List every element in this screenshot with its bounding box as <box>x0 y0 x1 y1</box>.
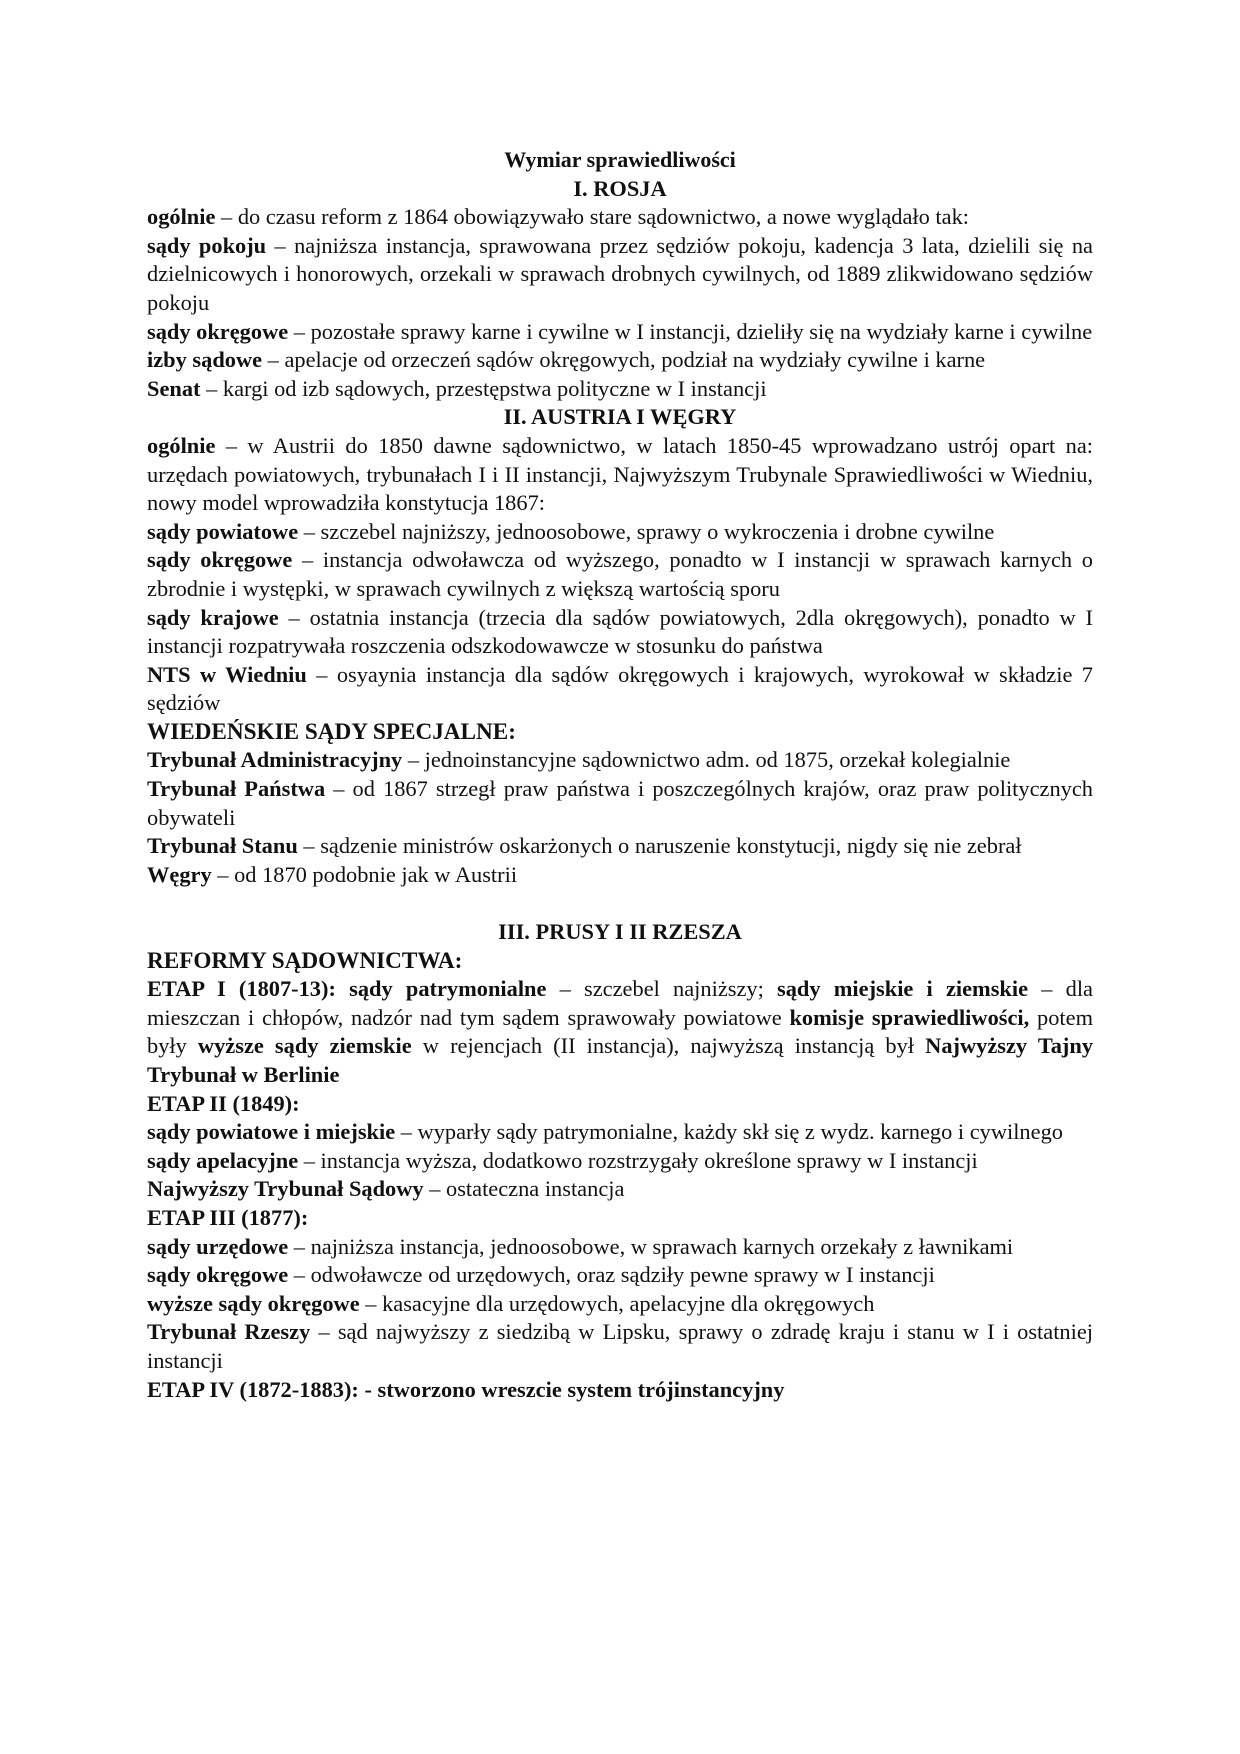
section-heading-austria: II. AUSTRIA I WĘGRY <box>503 404 737 430</box>
stage-description: - stworzono wreszcie system trójinstancyjny <box>358 1376 785 1402</box>
document-page <box>147 146 1093 1404</box>
stage-heading <box>147 1204 1093 1233</box>
definition: potem były <box>147 1004 1093 1059</box>
paragraph <box>147 832 1093 861</box>
term: Senat <box>147 375 201 401</box>
term: Trybunał Stanu <box>147 833 298 859</box>
stage-label: ETAP I (1807-13): <box>147 976 336 1002</box>
paragraph <box>147 975 1093 1089</box>
paragraph <box>147 346 1093 375</box>
term: sądy patrymonialne <box>349 976 547 1002</box>
stage-heading <box>147 1376 1093 1405</box>
definition: – osyaynia instancja dla sądów okręgowych i krajowych, wyrokował w składzie 7 sędziów <box>147 661 1093 716</box>
definition: – dla mieszczan i chłopów, nadzór nad tym sądem sprawowały powiatowe <box>147 976 1093 1030</box>
paragraph <box>147 1318 1093 1375</box>
paragraph <box>147 432 1093 518</box>
definition: – odwoławcze od urzędowych, oraz sądziły pewne sprawy w I instancji <box>288 1262 935 1288</box>
paragraph <box>147 661 1093 718</box>
term: ogólnie <box>147 204 216 230</box>
definition: – instancja wyższa, dodatkowo rozstrzygały określone sprawy w I instancji <box>298 1147 978 1173</box>
term: sądy apelacyjne <box>147 1147 299 1173</box>
paragraph <box>147 318 1093 347</box>
definition: – sądzenie ministrów oskarżonych o naruszenie konstytucji, nigdy się nie zebrał <box>297 833 1022 859</box>
stage-label: ETAP IV (1872-1883): <box>147 1376 359 1402</box>
section-heading-prusy: III. PRUSY I II RZESZA <box>498 919 742 945</box>
definition: – od 1867 strzegł praw państwa i poszczególnych krajów, oraz praw politycznych obywateli <box>147 776 1093 830</box>
term: sądy miejskie i ziemskie <box>777 976 1029 1002</box>
paragraph <box>147 1233 1093 1262</box>
paragraph <box>147 1261 1093 1290</box>
definition: – najniższa instancja, sprawowana przez sędziów pokoju, kadencja 3 lata, dzielili się na dzielnicowych i honorowych, orzekali w sprawach drobnych cywilnych, od 1889 zlikwidowano sędziów pokoju <box>147 232 1093 315</box>
term: sądy urzędowe <box>147 1233 289 1259</box>
term: NTS w Wiedniu <box>147 661 307 687</box>
subsection-heading-special-courts: WIEDEŃSKIE SĄDY SPECJALNE: <box>147 718 516 745</box>
stage-label: ETAP III (1877): <box>147 1204 309 1230</box>
paragraph <box>147 604 1093 661</box>
definition: – kargi od izb sądowych, przestępstwa polityczne w I instancji <box>200 375 767 401</box>
term: Trybunał Rzeszy <box>147 1319 311 1345</box>
section-heading-rosja: I. ROSJA <box>573 175 667 201</box>
term: ogólnie <box>147 432 216 458</box>
stage-heading <box>147 1090 1093 1119</box>
paragraph <box>147 375 1093 404</box>
term: izby sądowe <box>147 347 263 373</box>
definition: – w Austrii do 1850 dawne sądownictwo, w latach 1850-45 wprowadzano ustrój opart na: urzędach powiatowych, trybunałach I i II instancji, Najwyższym Trubynale Sprawiedliwości w Wiedniu, nowy model wprowadziła konstytucja 1867: <box>147 432 1093 516</box>
paragraph <box>147 518 1093 547</box>
paragraph <box>147 1290 1093 1319</box>
term: Najwyższy Trybunał Sądowy <box>147 1176 424 1202</box>
term: sądy powiatowe <box>147 518 299 544</box>
term: wyższe sądy okręgowe <box>147 1290 360 1316</box>
definition: – ostateczna instancja <box>423 1176 625 1202</box>
term: Trybunał Państwa <box>147 776 326 802</box>
term: sądy powiatowe i miejskie <box>147 1119 396 1145</box>
subsection-heading-reforms: REFORMY SĄDOWNICTWA: <box>147 947 463 974</box>
term: komisje sprawiedliwości, <box>789 1004 1030 1030</box>
paragraph <box>147 1118 1093 1147</box>
stage-label: ETAP II (1849): <box>147 1090 300 1116</box>
term: sądy krajowe <box>147 604 279 630</box>
term: wyższe sądy ziemskie <box>197 1033 412 1059</box>
paragraph <box>147 203 1093 232</box>
definition: – do czasu reform z 1864 obowiązywało stare sądownictwo, a nowe wyglądało tak: <box>215 204 970 230</box>
term: sądy okręgowe <box>147 547 293 573</box>
definition: – sąd najwyższy z siedzibą w Lipsku, sprawy o zdradę kraju i stanu w I i ostatniej instancji <box>147 1319 1093 1373</box>
definition: – szczebel najniższy; <box>546 976 778 1002</box>
definition: – instancja odwoławcza od wyższego, ponadto w I instancji w sprawach karnych o zbrodnie i występki, w sprawach cywilnych z większą wartością sporu <box>147 547 1093 601</box>
document-title: Wymiar sprawiedliwości <box>504 147 736 172</box>
definition: – od 1870 podobnie jak w Austrii <box>211 861 518 887</box>
term: Najwyższy Tajny Trybunał w Berlinie <box>147 1033 1094 1087</box>
paragraph <box>147 1147 1093 1176</box>
definition: – kasacyjne dla urzędowych, apelacyjne dla okręgowych <box>359 1290 875 1316</box>
paragraph <box>147 1175 1093 1204</box>
definition: – pozostałe sprawy karne i cywilne w I instancji, dzieliły się na wydziały karne i cywilne <box>288 318 1093 344</box>
term: sądy okręgowe <box>147 318 289 344</box>
paragraph <box>147 861 1093 890</box>
definition: – wyparły sądy patrymonialne, każdy skł się z wydz. karnego i cywilnego <box>395 1119 1063 1145</box>
paragraph <box>147 746 1093 775</box>
spacer <box>147 889 1093 918</box>
definition: w rejencjach (II instancja), najwyższą instancją był <box>411 1033 926 1059</box>
definition: – ostatnia instancja (trzecia dla sądów powiatowych, 2dla okręgowych), ponadto w I instancji rozpatrywała roszczenia odszkodowawcze w stosunku do państwa <box>147 604 1093 659</box>
term: sądy pokoju <box>147 232 267 258</box>
definition: – najniższa instancja, jednoosobowe, w sprawach karnych orzekały z ławnikami <box>288 1233 1014 1259</box>
paragraph <box>147 775 1093 832</box>
paragraph <box>147 546 1093 603</box>
term: Węgry <box>147 861 212 887</box>
paragraph <box>147 232 1093 318</box>
term: sądy okręgowe <box>147 1262 289 1288</box>
definition: – jednoinstancyjne sądownictwo adm. od 1875, orzekał kolegialnie <box>402 747 1011 773</box>
definition: – szczebel najniższy, jednoosobowe, sprawy o wykroczenia i drobne cywilne <box>298 518 995 544</box>
term: Trybunał Administracyjny <box>147 747 403 773</box>
definition: – apelacje od orzeczeń sądów okręgowych, podział na wydziały cywilne i karne <box>262 347 986 373</box>
